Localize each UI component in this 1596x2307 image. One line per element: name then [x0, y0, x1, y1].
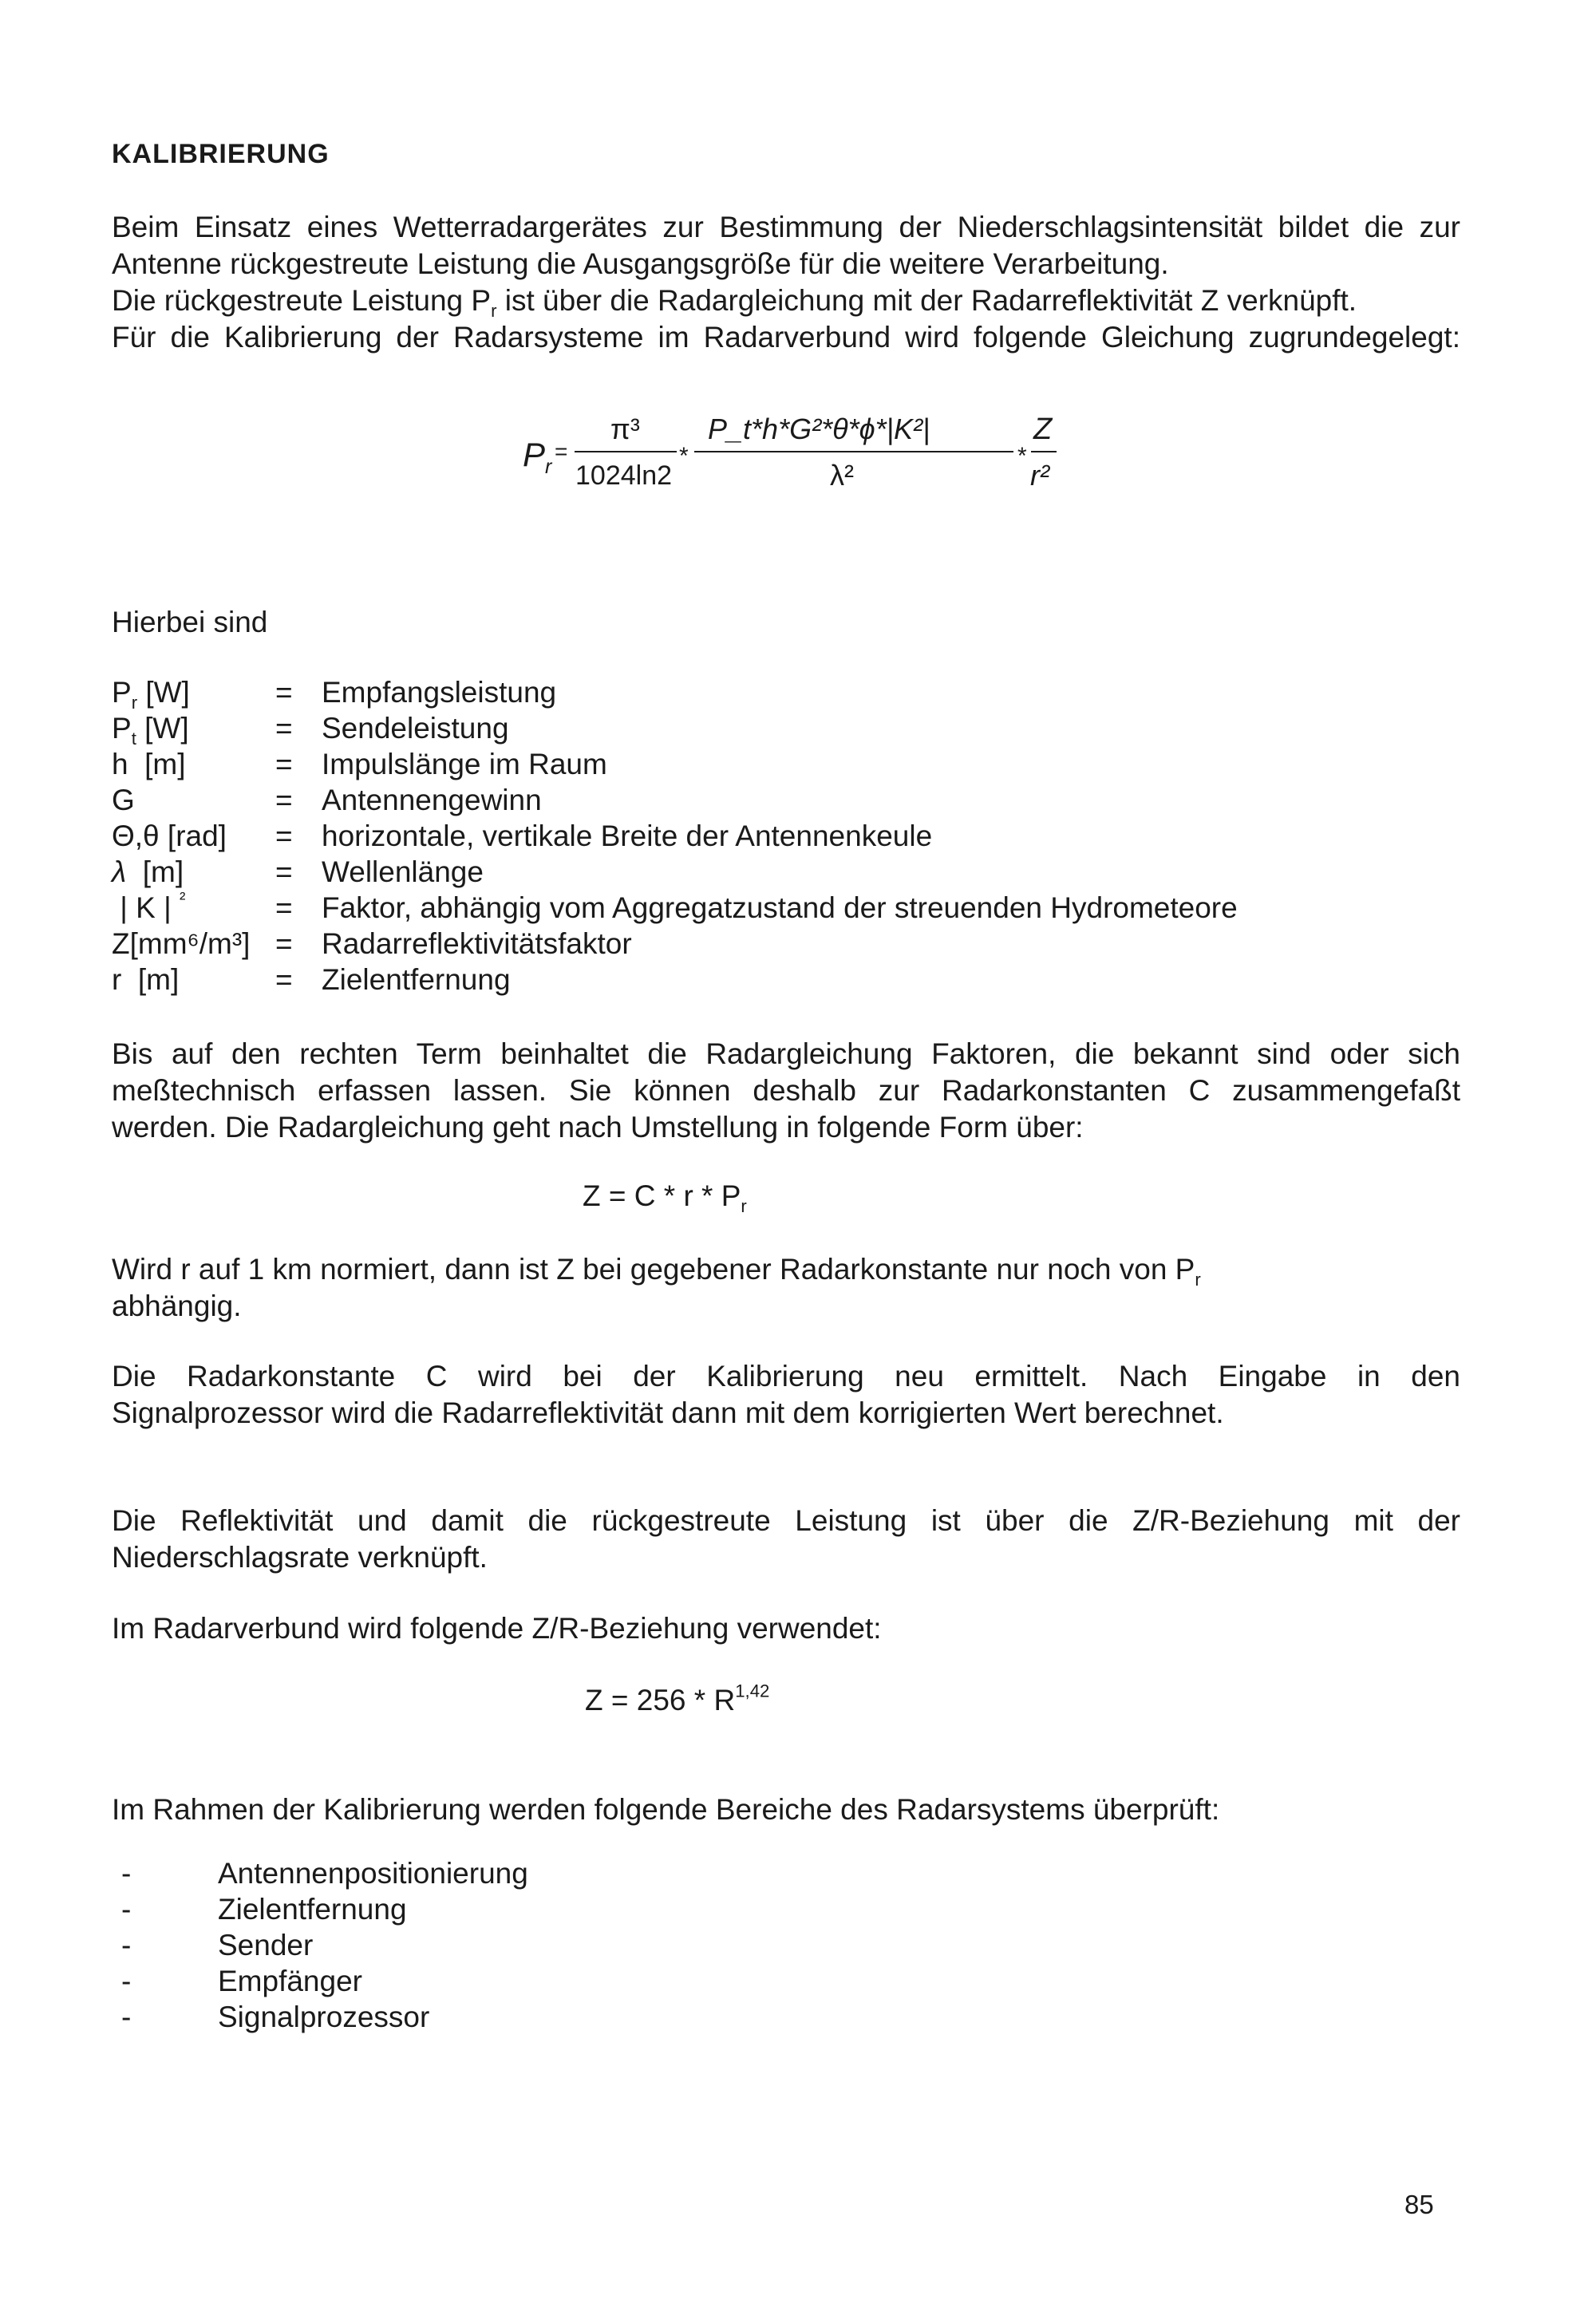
paragraph-normalization [112, 1251, 1460, 1325]
formula-frac3-bar [1031, 451, 1057, 452]
intro-line-2: Antenne rückgestreute Leistung die Ausgangsgröße für die weitere Verarbeitung. [112, 247, 1169, 280]
definition-text: Wellenlänge [322, 855, 484, 888]
para2-line-2: meßtechnisch erfassen lassen. Sie können deshalb zur Radarkonstanten C zusammengefaßt [112, 1074, 1460, 1107]
equation-z-256-r: Z = 256 * R$^{1,42}$ [585, 1681, 770, 1716]
intro-line-1: Beim Einsatz eines Wetterradargerätes zur Bestimmung der Niederschlagsintensität bildet die zur [112, 211, 1460, 243]
definition-equals: = [275, 712, 293, 745]
definition-symbol: λ [m] [112, 855, 184, 888]
definition-text: Empfangsleistung [322, 676, 557, 709]
definition-symbol: Z[mm⁶/m³] [112, 927, 251, 960]
formula-frac1-numerator: π³ [610, 413, 640, 445]
definition-symbol: Θ,θ [rad] [112, 820, 227, 852]
intro-paragraph [112, 209, 1460, 356]
definition-equals: = [275, 748, 293, 780]
intro-line-3: Die rückgestreute Leistung $P_r$ ist über die Radargleichung mit der Radarreflektivität Z verknüpft. [112, 284, 1357, 321]
definition-equals: = [275, 963, 293, 996]
formula-frac2-bar [694, 451, 1013, 452]
page-number: 85 [1404, 2190, 1434, 2219]
section-heading: KALIBRIERUNG [112, 139, 330, 169]
definition-symbol: G [112, 784, 135, 816]
radar-equation [523, 411, 1065, 523]
formula-times-2: * [1017, 443, 1027, 469]
paragraph-radar-constant [112, 1036, 1460, 1146]
para2-line-1: Bis auf den rechten Term beinhaltet die Radargleichung Faktoren, die bekannt sind oder sich [112, 1037, 1460, 1070]
intro-line-4: Für die Kalibrierung der Radarsysteme im Radarverbund wird folgende Gleichung zugrundegelegt: [112, 321, 1460, 354]
definition-equals: = [275, 855, 293, 888]
para3-line-2: abhängig. [112, 1290, 242, 1322]
paragraph-zr-relation [112, 1503, 1460, 1576]
definition-equals: = [275, 784, 293, 816]
definition-text: Faktor, abhängig vom Aggregatzustand der streuenden Hydrometeore [322, 891, 1238, 924]
paragraph-zr-used: Im Radarverbund wird folgende Z/R-Beziehung verwendet: [112, 1612, 882, 1645]
definition-symbol: h [m] [112, 748, 186, 780]
equation-z-c-r-p: $Z = C * r * P_r$ [583, 1179, 747, 1216]
para4-line-1: Die Radarkonstante C wird bei der Kalibrierung neu ermittelt. Nach Eingabe in den [112, 1360, 1460, 1392]
para5-line-1: Die Reflektivität und damit die rückgestreute Leistung ist über die Z/R-Beziehung mit der [112, 1504, 1460, 1537]
formula-frac3-numerator: Z [1033, 413, 1053, 446]
formula-frac1-denominator: 1024ln2 [575, 460, 673, 491]
definition-equals: = [275, 676, 293, 709]
formula-equals: = [555, 439, 568, 464]
definition-symbol: $P_t$ [W] [112, 712, 189, 749]
paragraph-checked-areas: Im Rahmen der Kalibrierung werden folgende Bereiche des Radarsystems überprüft: [112, 1793, 1220, 1826]
definition-equals: = [275, 927, 293, 960]
para4-line-2: Signalprozessor wird die Radarreflektivität dann mit dem korrigierten Wert berechnet. [112, 1396, 1224, 1429]
formula-frac1-bar [575, 451, 677, 452]
formula-frac3-denominator: r² [1030, 459, 1049, 492]
definition-text: Antennengewinn [322, 784, 542, 816]
definition-equals: = [275, 820, 293, 852]
para2-line-3: werden. Die Radargleichung geht nach Umstellung in folgende Form über: [112, 1111, 1084, 1144]
hierbei-label: Hierbei sind [112, 606, 268, 638]
definition-text: Radarreflektivitätsfaktor [322, 927, 632, 960]
definition-text: Sendeleistung [322, 712, 509, 745]
definition-symbol: | K | $^{^2}$ [120, 888, 186, 924]
formula-lhs: $P_r$ [523, 436, 552, 478]
para3-line-1: Wird r auf 1 km normiert, dann ist Z bei gegebener Radarkonstante nur noch von $P_r$ [112, 1253, 1201, 1290]
definition-text: Zielentfernung [322, 963, 511, 996]
definition-symbol: r [m] [112, 963, 180, 996]
definition-text: Impulslänge im Raum [322, 748, 607, 780]
formula-times-1: * [679, 443, 689, 469]
formula-frac2-numerator: P_t*h*G²*θ*ϕ*|K²| [708, 413, 930, 445]
definition-text: horizontale, vertikale Breite der Antennenkeule [322, 820, 933, 852]
definition-equals: = [275, 891, 293, 924]
para5-line-2: Niederschlagsrate verknüpft. [112, 1541, 488, 1574]
formula-frac2-denominator: λ² [830, 459, 854, 492]
definition-symbol: $P_r$ [W] [112, 676, 190, 713]
paragraph-calibration [112, 1358, 1460, 1432]
